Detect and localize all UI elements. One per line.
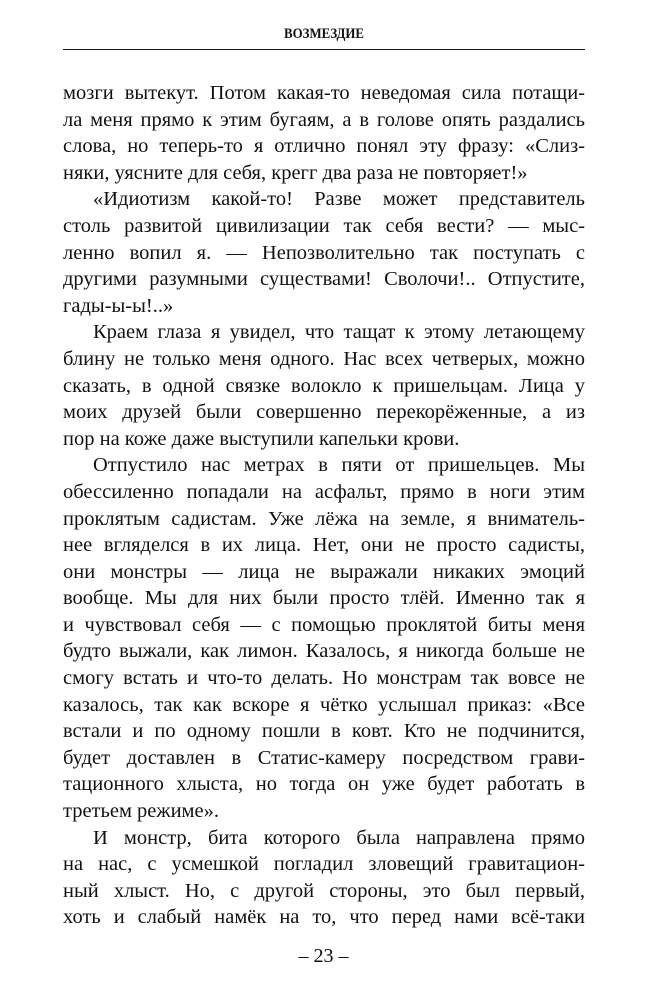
text-line: столь развитой цивилизации так себя вести? — мыс- [63, 214, 585, 237]
text-line: третьем режиме». [63, 800, 219, 823]
text-line: другими разумными существами! Сволочи!.. Отпустите, [63, 268, 585, 291]
text-line: тационного хлыста, но тогда он уже будет работать в [63, 773, 585, 796]
text-line: няки, уясните для себя, крегг два раза не повторяет!» [63, 161, 528, 184]
text-line: встали и по одному пошли в ковт. Кто не подчинится, [63, 720, 585, 743]
text-line: моих друзей были совершенно перекорёженные, а из [63, 401, 585, 424]
header-rule [63, 49, 585, 50]
text-line: И монстр, бита которого была направлена прямо [93, 826, 585, 849]
paragraph [63, 452, 585, 824]
text-line: слова, но теперь-то я отлично понял эту фразу: «Слиз- [63, 135, 585, 158]
text-line: хоть и слабый намёк на то, что перед нами всё-таки [63, 906, 585, 929]
running-head: ВОЗМЕЗДИЕ [284, 26, 364, 42]
text-line: будто выжали, как лимон. Казалось, я никогда больше не [63, 640, 585, 663]
body-text [63, 80, 585, 931]
paragraph [63, 319, 585, 452]
text-line: Краем глаза я увидел, что тащат к этому летающему [93, 321, 585, 344]
text-line: нее вгляделся в их лица. Нет, они не просто садисты, [63, 534, 585, 557]
text-line: ла меня прямо к этим бугаям, а в голове опять раздались [63, 108, 585, 131]
text-line: и чувствовал себя — с помощью проклятой биты меня [63, 613, 585, 636]
text-line: смогу встать и что-то делать. Но монстрам так вовсе не [63, 667, 585, 690]
text-line: блину не только меня одного. Нас всех четверых, можно [63, 347, 585, 370]
text-line: обессиленно попадали на асфальт, прямо в ноги этим [63, 480, 585, 503]
text-line: они монстры — лица не выражали никаких эмоций [63, 560, 585, 583]
text-line: Отпустило нас метрах в пяти от пришельцев. Мы [93, 454, 585, 477]
text-line: вообще. Мы для них были просто тлёй. Именно так я [63, 587, 585, 610]
text-line: будет доставлен в Статис-камеру посредством грави- [63, 746, 585, 769]
text-line: ленно вопил я. — Непозволительно так поступать с [63, 241, 585, 264]
page-number: – 23 – [298, 945, 349, 967]
text-line: пор на коже даже выступили капельки крови. [63, 427, 460, 450]
paragraph [63, 186, 585, 319]
text-line: мозги вытекут. Потом какая-то неведомая сила потащи- [63, 82, 585, 104]
text-line: проклятым садистам. Уже лёжа на земле, я вниматель- [63, 507, 585, 530]
paragraph [63, 825, 585, 931]
text-line: сказать, в одной связке волокло к пришельцам. Лица у [63, 374, 585, 397]
text-line: казалось, так как вскоре я чётко услышал приказ: «Все [63, 693, 585, 716]
text-line: на нас, с усмешкой погладил зловещий гравитацион- [63, 853, 585, 876]
text-line: гады-ы-ы!..» [63, 294, 174, 317]
text-line: ный хлыст. Но, с другой стороны, это был первый, [63, 879, 585, 902]
paragraph [63, 80, 585, 186]
text-line: «Идиотизм какой-то! Разве может представитель [93, 188, 585, 211]
